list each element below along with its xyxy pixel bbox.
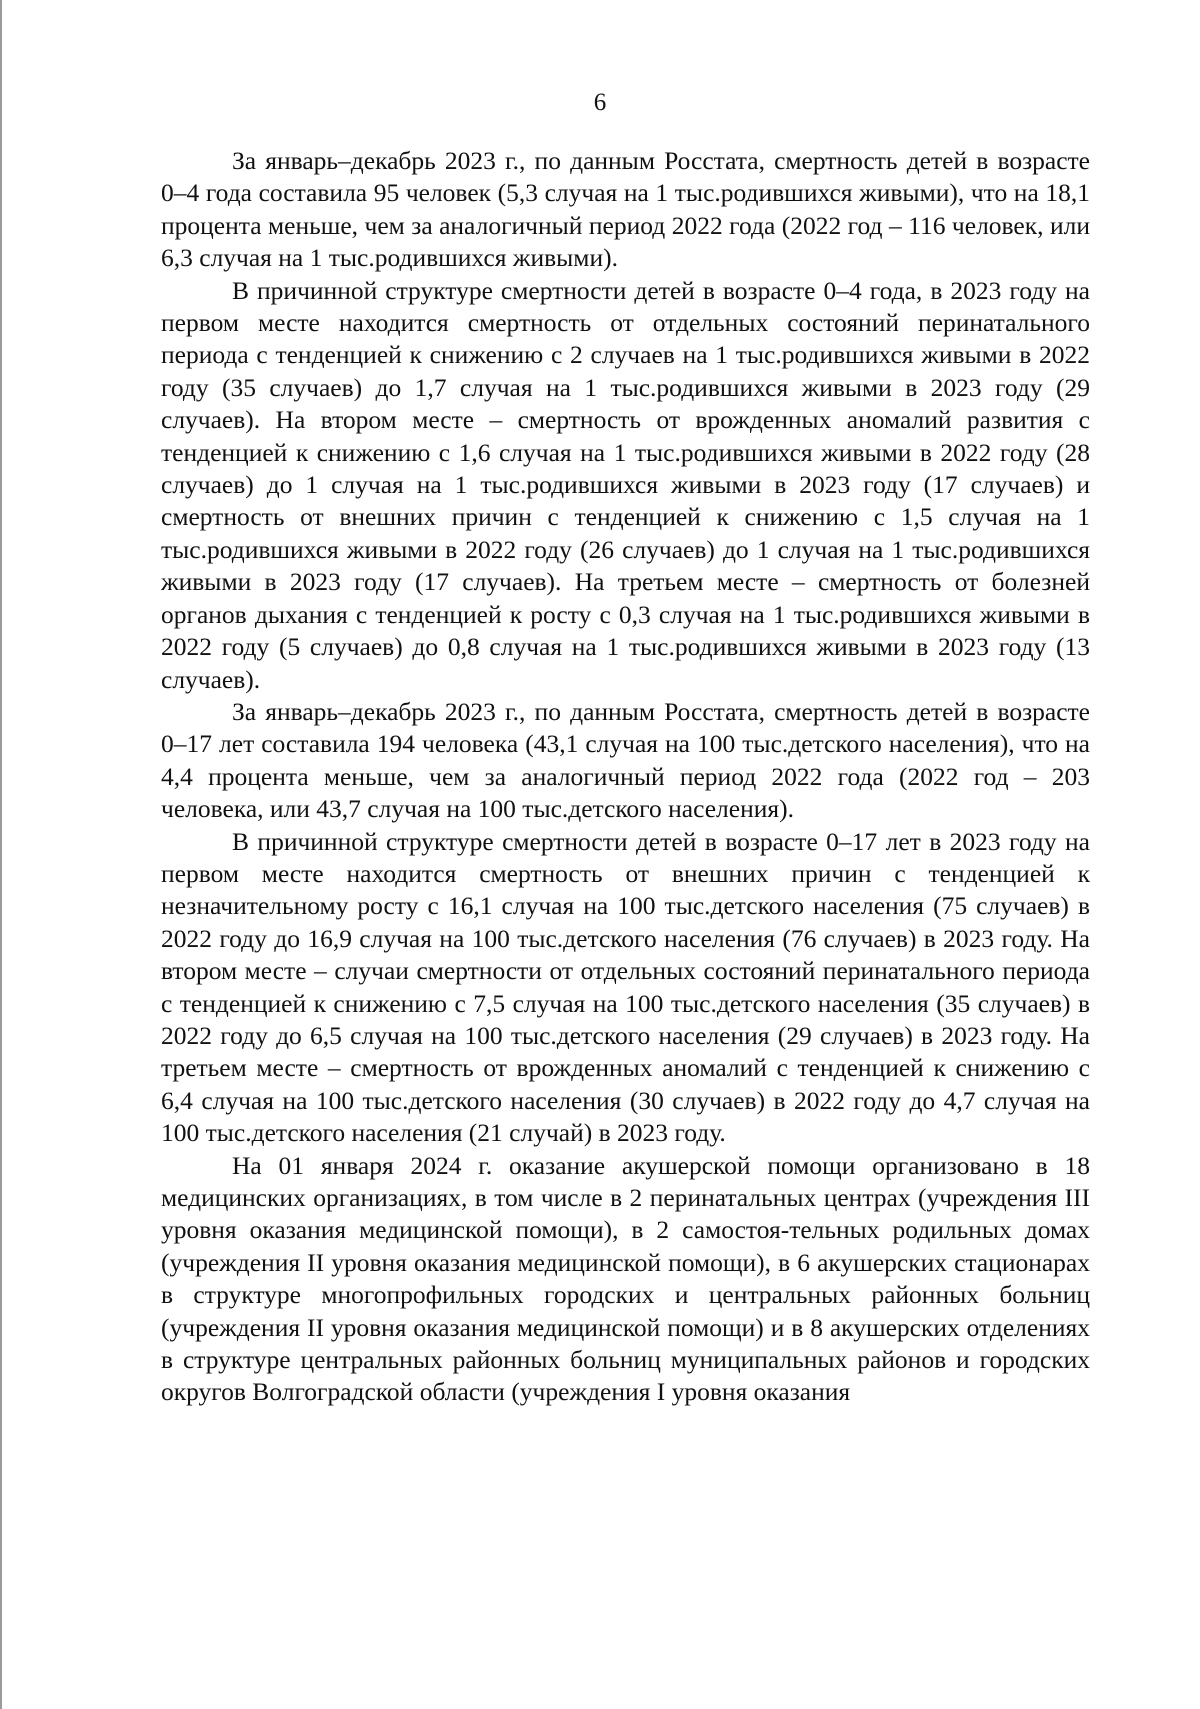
paragraph-child-mortality-0-17: За январь–декабрь 2023 г., по данным Росстата, смертность детей в возрасте 0–17 лет составила 194 человека (43,1 случая на 100 тыс.детского населения), что на 4,4 процента меньше, чем за аналогичный период 2022 года (2022 год – 203 человека, или 43,7 случая на 100 тыс.детского населения). xyxy=(161,696,1090,824)
paragraph-causes-0-4: В причинной структуре смертности детей в возрасте 0–4 года, в 2023 году на первом месте находится смертность от отдельных состояний перинатального периода с тенденцией к снижению с 2 случаев на 1 тыс.родившихся живыми в 2022 году (35 случаев) до 1,7 случая на 1 тыс.родившихся живыми в 2023 году (29 случаев). На втором месте – смертность от врожденных аномалий развития с тенденцией к снижению с 1,6 случая на 1 тыс.родившихся живыми в 2022 году (28 случаев) до 1 случая на 1 тыс.родившихся живыми в 2023 году (17 случаев) и смертность от внешних причин с тенденцией к снижению с 1,5 случая на 1 тыс.родившихся живыми в 2022 году (26 случаев) до 1 случая на 1 тыс.родившихся живыми в 2023 году (17 случаев). На третьем месте – смертность от болезней органов дыхания с тенденцией к росту с 0,3 случая на 1 тыс.родившихся живыми в 2022 году (5 случаев) до 0,8 случая на 1 тыс.родившихся живыми в 2023 году (13 случаев). xyxy=(161,275,1090,694)
scan-edge-line xyxy=(0,0,2,1709)
paragraph-causes-0-17: В причинной структуре смертности детей в возрасте 0–17 лет в 2023 году на первом месте находится смертность от внешних причин с тенденцией к незначительному росту с 16,1 случая на 100 тыс.детского населения (75 случаев) в 2022 году до 16,9 случая на 100 тыс.детского населения (76 случаев) в 2023 году. На втором месте – случаи смертности от отдельных состояний перинатального периода с тенденцией к снижению с 7,5 случая на 100 тыс.детского населения (35 случаев) в 2022 году до 6,5 случая на 100 тыс.детского населения (29 случаев) в 2023 году. На третьем месте – смертность от врожденных аномалий с тенденцией к снижению с 6,4 случая на 100 тыс.детского населения (30 случаев) в 2022 году до 4,7 случая на 100 тыс.детского населения (21 случай) в 2023 году. xyxy=(161,826,1090,1148)
paragraph-obstetric-care: На 01 января 2024 г. оказание акушерской помощи организовано в 18 медицинских организациях, в том числе в 2 перинатальных центрах (учреждения III уровня оказания медицинской помощи), в 2 самостоя-тельных родильных домах (учреждения II уровня оказания медицинской помощи), в 6 акушерских стационарах в структуре многопрофильных городских и центральных районных больниц (учреждения II уровня оказания медицинской помощи) и в 8 акушерских отделениях в структуре центральных районных больниц муниципальных районов и городских округов Волгоградской области (учреждения I уровня оказания xyxy=(161,1150,1090,1407)
page-number: 6 xyxy=(593,89,607,116)
body-text xyxy=(161,145,1090,1409)
paragraph-child-mortality-0-4: За январь–декабрь 2023 г., по данным Росстата, смертность детей в возрасте 0–4 года составила 95 человек (5,3 случая на 1 тыс.родившихся живыми), что на 18,1 процента меньше, чем за аналогичный период 2022 года (2022 год – 116 человек, или 6,3 случая на 1 тыс.родившихся живыми). xyxy=(161,146,1090,273)
